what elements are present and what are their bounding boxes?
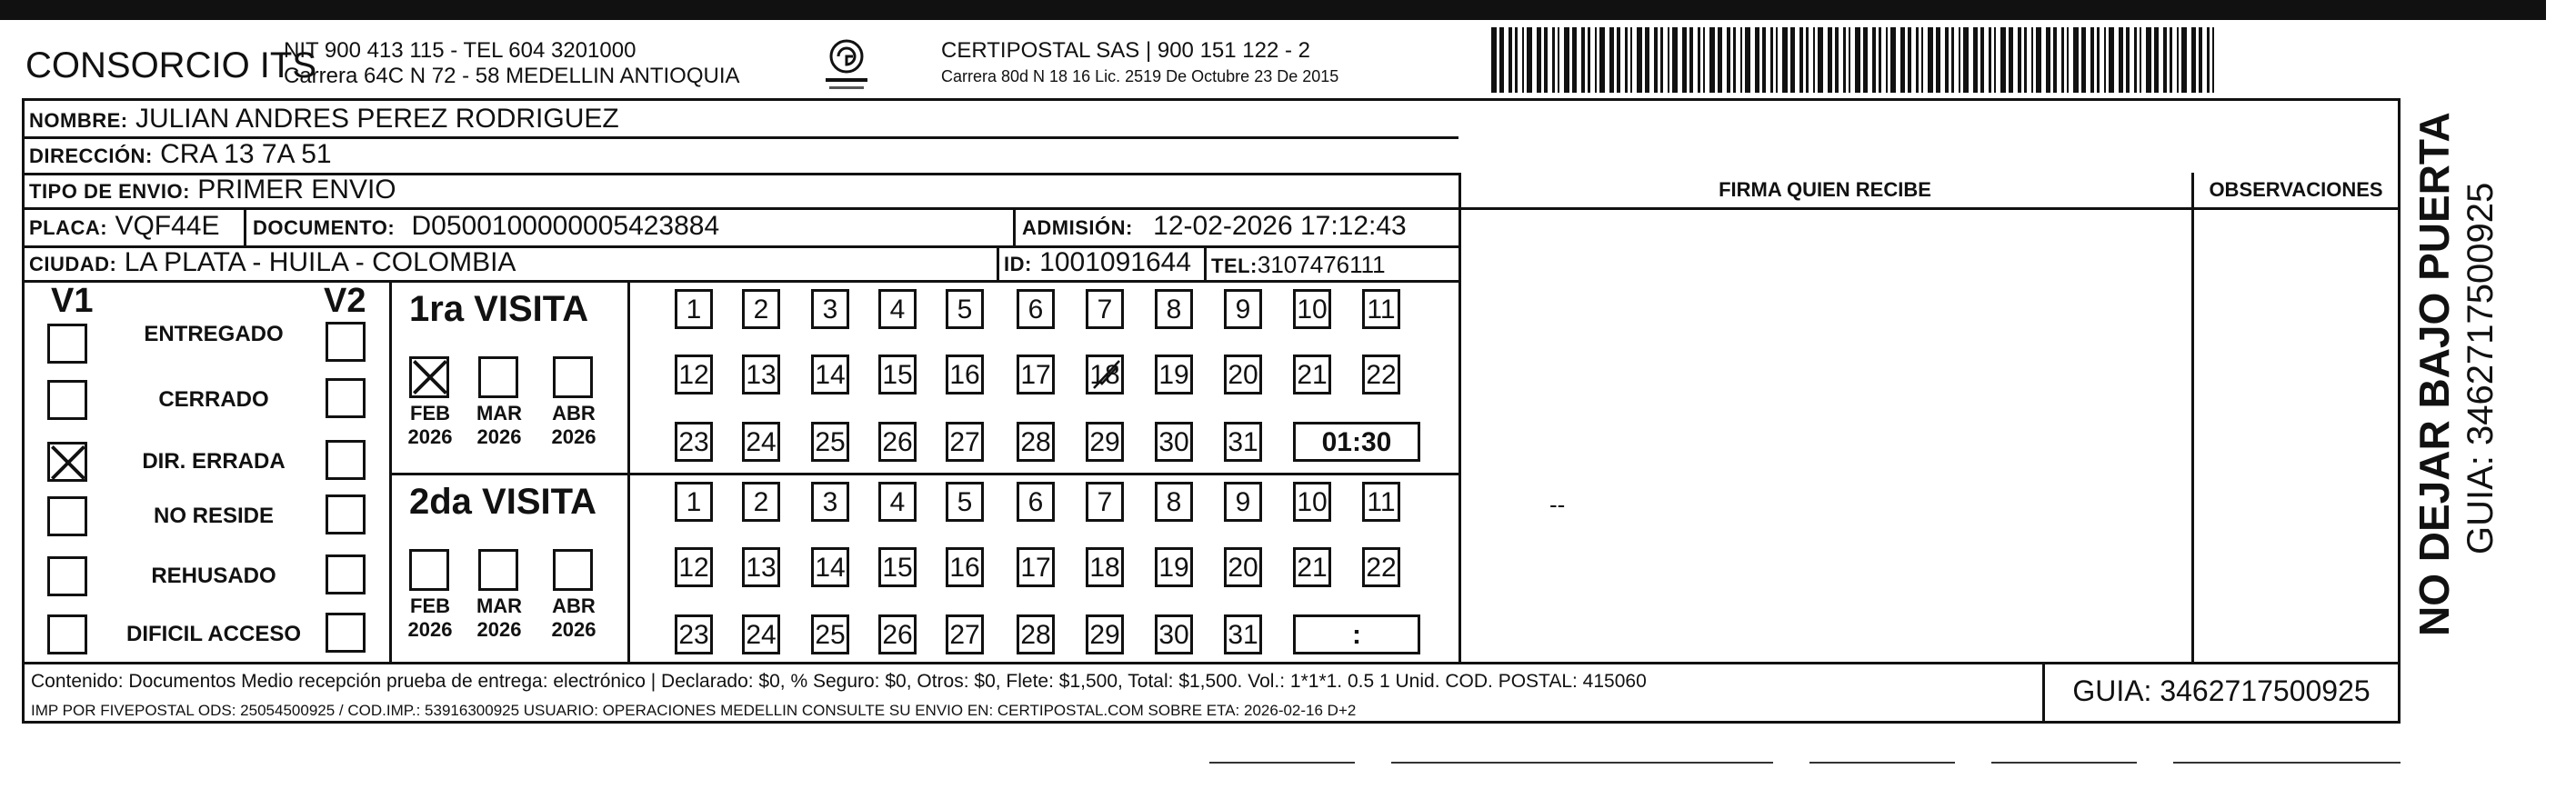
visit-time-box[interactable]: 01:30 bbox=[1293, 422, 1420, 462]
month-checkbox[interactable] bbox=[478, 549, 518, 591]
day-box[interactable]: 2 bbox=[742, 289, 780, 329]
month-label: FEB 2026 bbox=[407, 594, 453, 641]
v1-checkbox[interactable] bbox=[47, 442, 87, 482]
firma-header: FIRMA QUIEN RECIBE bbox=[1719, 178, 1931, 201]
day-box[interactable]: 29 bbox=[1086, 422, 1124, 462]
day-box[interactable]: 13 bbox=[742, 355, 780, 395]
side-guia: GUIA: 3462717500925 bbox=[2461, 182, 2501, 554]
id-label: ID: bbox=[1004, 253, 1032, 275]
day-box[interactable]: 17 bbox=[1017, 547, 1055, 587]
day-box[interactable]: 25 bbox=[811, 614, 849, 654]
month-label: MAR 2026 bbox=[476, 594, 523, 641]
placa-value: VQF44E bbox=[115, 211, 220, 241]
carrier-license: Carrera 80d N 18 16 Lic. 2519 De Octubre 23 De 2015 bbox=[941, 67, 1339, 85]
brand-name: CONSORCIO ITS bbox=[25, 45, 317, 85]
day-box[interactable]: 6 bbox=[1017, 482, 1055, 522]
day-box[interactable]: 31 bbox=[1224, 422, 1262, 462]
documento-value: D0500100000005423884 bbox=[411, 211, 720, 241]
month-checkbox[interactable] bbox=[409, 549, 449, 591]
direccion-row bbox=[29, 139, 332, 172]
day-box[interactable]: 7 bbox=[1086, 289, 1124, 329]
day-box[interactable]: 15 bbox=[878, 355, 917, 395]
status-label: CERRADO bbox=[158, 387, 269, 412]
company-info bbox=[284, 38, 740, 89]
day-box[interactable]: 17 bbox=[1017, 355, 1055, 395]
day-box[interactable]: 15 bbox=[878, 547, 917, 587]
day-box[interactable]: 2 bbox=[742, 482, 780, 522]
v1-checkbox[interactable] bbox=[47, 380, 87, 420]
cut-line bbox=[1209, 762, 1355, 764]
day-box[interactable]: 27 bbox=[946, 614, 984, 654]
day-box[interactable]: 10 bbox=[1293, 289, 1331, 329]
day-box[interactable]: 4 bbox=[878, 289, 917, 329]
checkmark-x-icon bbox=[48, 441, 88, 484]
month-checkbox[interactable] bbox=[478, 356, 518, 398]
checkmark-x-icon bbox=[410, 355, 450, 399]
cut-line bbox=[1809, 762, 1955, 764]
carrier-info bbox=[941, 38, 1338, 89]
day-box[interactable]: 1 bbox=[675, 289, 713, 329]
month-checkbox[interactable] bbox=[553, 549, 593, 591]
v2-checkbox[interactable] bbox=[326, 613, 366, 653]
observaciones-header: OBSERVACIONES bbox=[2209, 178, 2383, 201]
certipostal-logo-icon bbox=[817, 36, 877, 96]
ciudad-value: LA PLATA - HUILA - COLOMBIA bbox=[124, 247, 516, 277]
day-box[interactable]: 3 bbox=[811, 289, 849, 329]
v1-checkbox[interactable] bbox=[47, 556, 87, 596]
v2-checkbox[interactable] bbox=[326, 440, 366, 480]
day-box[interactable]: 18 bbox=[1086, 355, 1124, 395]
no-dejar-bajo-puerta: NO DEJAR BAJO PUERTA bbox=[2411, 112, 2458, 636]
day-box[interactable]: 27 bbox=[946, 422, 984, 462]
direccion-value: CRA 13 7A 51 bbox=[160, 139, 332, 169]
status-label: ENTREGADO bbox=[144, 322, 284, 346]
day-box[interactable]: 11 bbox=[1362, 482, 1400, 522]
day-box[interactable]: 22 bbox=[1362, 355, 1400, 395]
cut-line bbox=[1991, 762, 2137, 764]
tipo-envio-label: TIPO DE ENVIO: bbox=[29, 180, 190, 203]
day-box[interactable]: 24 bbox=[742, 422, 780, 462]
cell-divider bbox=[244, 207, 246, 245]
tipo-envio-value: PRIMER ENVIO bbox=[197, 175, 396, 205]
day-box[interactable]: 18 bbox=[1086, 547, 1124, 587]
day-box[interactable]: 12 bbox=[675, 355, 713, 395]
v1-checkbox[interactable] bbox=[47, 496, 87, 536]
nombre-label: NOMBRE: bbox=[29, 109, 128, 132]
placa-label: PLACA: bbox=[29, 216, 108, 239]
nombre-row bbox=[29, 104, 619, 136]
footer-content-line: Contenido: Documentos Medio recepción prueba de entrega: electrónico | Declarado: $0, % Seguro: $0, Otros: $0, Flete: $1,500, Total: $1,500. Vol.: 1*1*1. 0.5 1 Unid. COD. POSTAL: 415060 bbox=[31, 671, 1647, 692]
day-box[interactable]: 5 bbox=[946, 289, 984, 329]
month-label: ABR 2026 bbox=[551, 402, 596, 448]
column-divider bbox=[1458, 173, 1461, 664]
day-box[interactable]: 24 bbox=[742, 614, 780, 654]
tel-value: 3107476111 bbox=[1257, 251, 1386, 278]
day-box[interactable]: 14 bbox=[811, 547, 849, 587]
ciudad-cell bbox=[29, 247, 516, 280]
cut-line bbox=[1391, 762, 1773, 764]
ciudad-label: CIUDAD: bbox=[29, 253, 117, 275]
day-box[interactable]: 3 bbox=[811, 482, 849, 522]
tel-cell bbox=[1211, 249, 1386, 282]
day-box[interactable]: 13 bbox=[742, 547, 780, 587]
column-divider bbox=[2191, 173, 2194, 664]
day-box[interactable]: 29 bbox=[1086, 614, 1124, 654]
visit-title: 2da VISITA bbox=[409, 482, 596, 522]
tipo-envio-row bbox=[29, 175, 396, 207]
day-box[interactable]: 31 bbox=[1224, 614, 1262, 654]
day-box[interactable]: 21 bbox=[1293, 547, 1331, 587]
day-box[interactable]: 23 bbox=[675, 422, 713, 462]
day-box[interactable]: 30 bbox=[1155, 422, 1193, 462]
v2-checkbox[interactable] bbox=[326, 378, 366, 418]
admision-cell bbox=[1022, 211, 1407, 244]
section-divider bbox=[627, 280, 630, 662]
day-box[interactable]: 12 bbox=[675, 547, 713, 587]
day-box[interactable]: 28 bbox=[1017, 422, 1055, 462]
day-box[interactable]: 8 bbox=[1155, 289, 1193, 329]
status-label: REHUSADO bbox=[151, 564, 276, 588]
visit-title: 1ra VISITA bbox=[409, 289, 589, 329]
cell-divider bbox=[1013, 207, 1016, 245]
day-box[interactable]: 23 bbox=[675, 614, 713, 654]
status-label: DIR. ERRADA bbox=[142, 449, 286, 474]
admision-label: ADMISIÓN: bbox=[1022, 216, 1133, 239]
month-checkbox[interactable] bbox=[553, 356, 593, 398]
cell-divider bbox=[1204, 245, 1207, 280]
cut-line bbox=[2173, 762, 2401, 764]
day-box[interactable]: 28 bbox=[1017, 614, 1055, 654]
day-box[interactable]: 20 bbox=[1224, 355, 1262, 395]
v2-checkbox[interactable] bbox=[326, 554, 366, 594]
day-box[interactable]: 9 bbox=[1224, 482, 1262, 522]
address-line: Carrera 64C N 72 - 58 MEDELLIN ANTIOQUIA bbox=[284, 64, 740, 88]
carrier-line: CERTIPOSTAL SAS | 900 151 122 - 2 bbox=[941, 38, 1310, 63]
day-box[interactable]: 30 bbox=[1155, 614, 1193, 654]
month-label: FEB 2026 bbox=[407, 402, 453, 448]
v2-checkbox[interactable] bbox=[326, 494, 366, 534]
status-label: DIFICIL ACCESO bbox=[125, 622, 301, 646]
day-box[interactable]: 19 bbox=[1155, 547, 1193, 587]
section-divider bbox=[389, 280, 392, 662]
day-box[interactable]: 11 bbox=[1362, 289, 1400, 329]
day-box[interactable]: 16 bbox=[946, 355, 984, 395]
tel-label: TEL: bbox=[1211, 255, 1258, 277]
id-value: 1001091644 bbox=[1039, 247, 1192, 277]
day-box[interactable]: 7 bbox=[1086, 482, 1124, 522]
day-box[interactable]: 25 bbox=[811, 422, 849, 462]
v2-checkbox[interactable] bbox=[326, 322, 366, 362]
visit-time-box[interactable]: : bbox=[1293, 614, 1420, 654]
placa-cell bbox=[29, 211, 220, 244]
handwritten-strike-icon bbox=[1088, 357, 1125, 394]
month-label: MAR 2026 bbox=[476, 402, 523, 448]
day-box[interactable]: 20 bbox=[1224, 547, 1262, 587]
day-box[interactable]: 8 bbox=[1155, 482, 1193, 522]
direccion-label: DIRECCIÓN: bbox=[29, 145, 153, 167]
documento-label: DOCUMENTO: bbox=[253, 216, 396, 239]
v1-checkbox[interactable] bbox=[47, 324, 87, 364]
v1-checkbox[interactable] bbox=[47, 614, 87, 654]
day-box[interactable]: 16 bbox=[946, 547, 984, 587]
documento-cell bbox=[253, 211, 719, 244]
day-box[interactable]: 21 bbox=[1293, 355, 1331, 395]
nit-line: NIT 900 413 115 - TEL 604 3201000 bbox=[284, 38, 636, 63]
day-box[interactable]: 26 bbox=[878, 614, 917, 654]
day-box[interactable]: 9 bbox=[1224, 289, 1262, 329]
day-box[interactable]: 6 bbox=[1017, 289, 1055, 329]
admision-value: 12-02-2026 17:12:43 bbox=[1153, 211, 1407, 241]
day-box[interactable]: 5 bbox=[946, 482, 984, 522]
v1-header: V1 bbox=[51, 282, 94, 320]
nombre-value: JULIAN ANDRES PEREZ RODRIGUEZ bbox=[135, 104, 619, 134]
firma-mark: -- bbox=[1549, 491, 1566, 518]
day-box[interactable]: 26 bbox=[878, 422, 917, 462]
id-cell bbox=[1004, 247, 1191, 280]
cell-divider bbox=[997, 245, 999, 280]
status-label: NO RESIDE bbox=[153, 504, 275, 528]
day-box[interactable]: 1 bbox=[675, 482, 713, 522]
day-box[interactable]: 4 bbox=[878, 482, 917, 522]
month-label: ABR 2026 bbox=[551, 594, 596, 641]
top-edge-bar bbox=[0, 0, 2546, 20]
day-box[interactable]: 22 bbox=[1362, 547, 1400, 587]
row-divider bbox=[22, 207, 2401, 210]
v2-header: V2 bbox=[324, 282, 366, 320]
barcode-icon bbox=[1491, 27, 2219, 93]
visit-divider bbox=[389, 473, 1458, 475]
footer-print-line: IMP POR FIVEPOSTAL ODS: 25054500925 / COD.IMP.: 53916300925 USUARIO: OPERACIONES MEDELLIN CONSULTE SU ENVIO EN: CERTIPOSTAL.COM SOBRE ETA: 2026-02-16 D+2 bbox=[31, 702, 1357, 719]
day-box[interactable]: 19 bbox=[1155, 355, 1193, 395]
day-box[interactable]: 10 bbox=[1293, 482, 1331, 522]
footer-guia: GUIA: 3462717500925 bbox=[2072, 674, 2371, 707]
month-checkbox[interactable] bbox=[409, 356, 449, 398]
day-box[interactable]: 14 bbox=[811, 355, 849, 395]
